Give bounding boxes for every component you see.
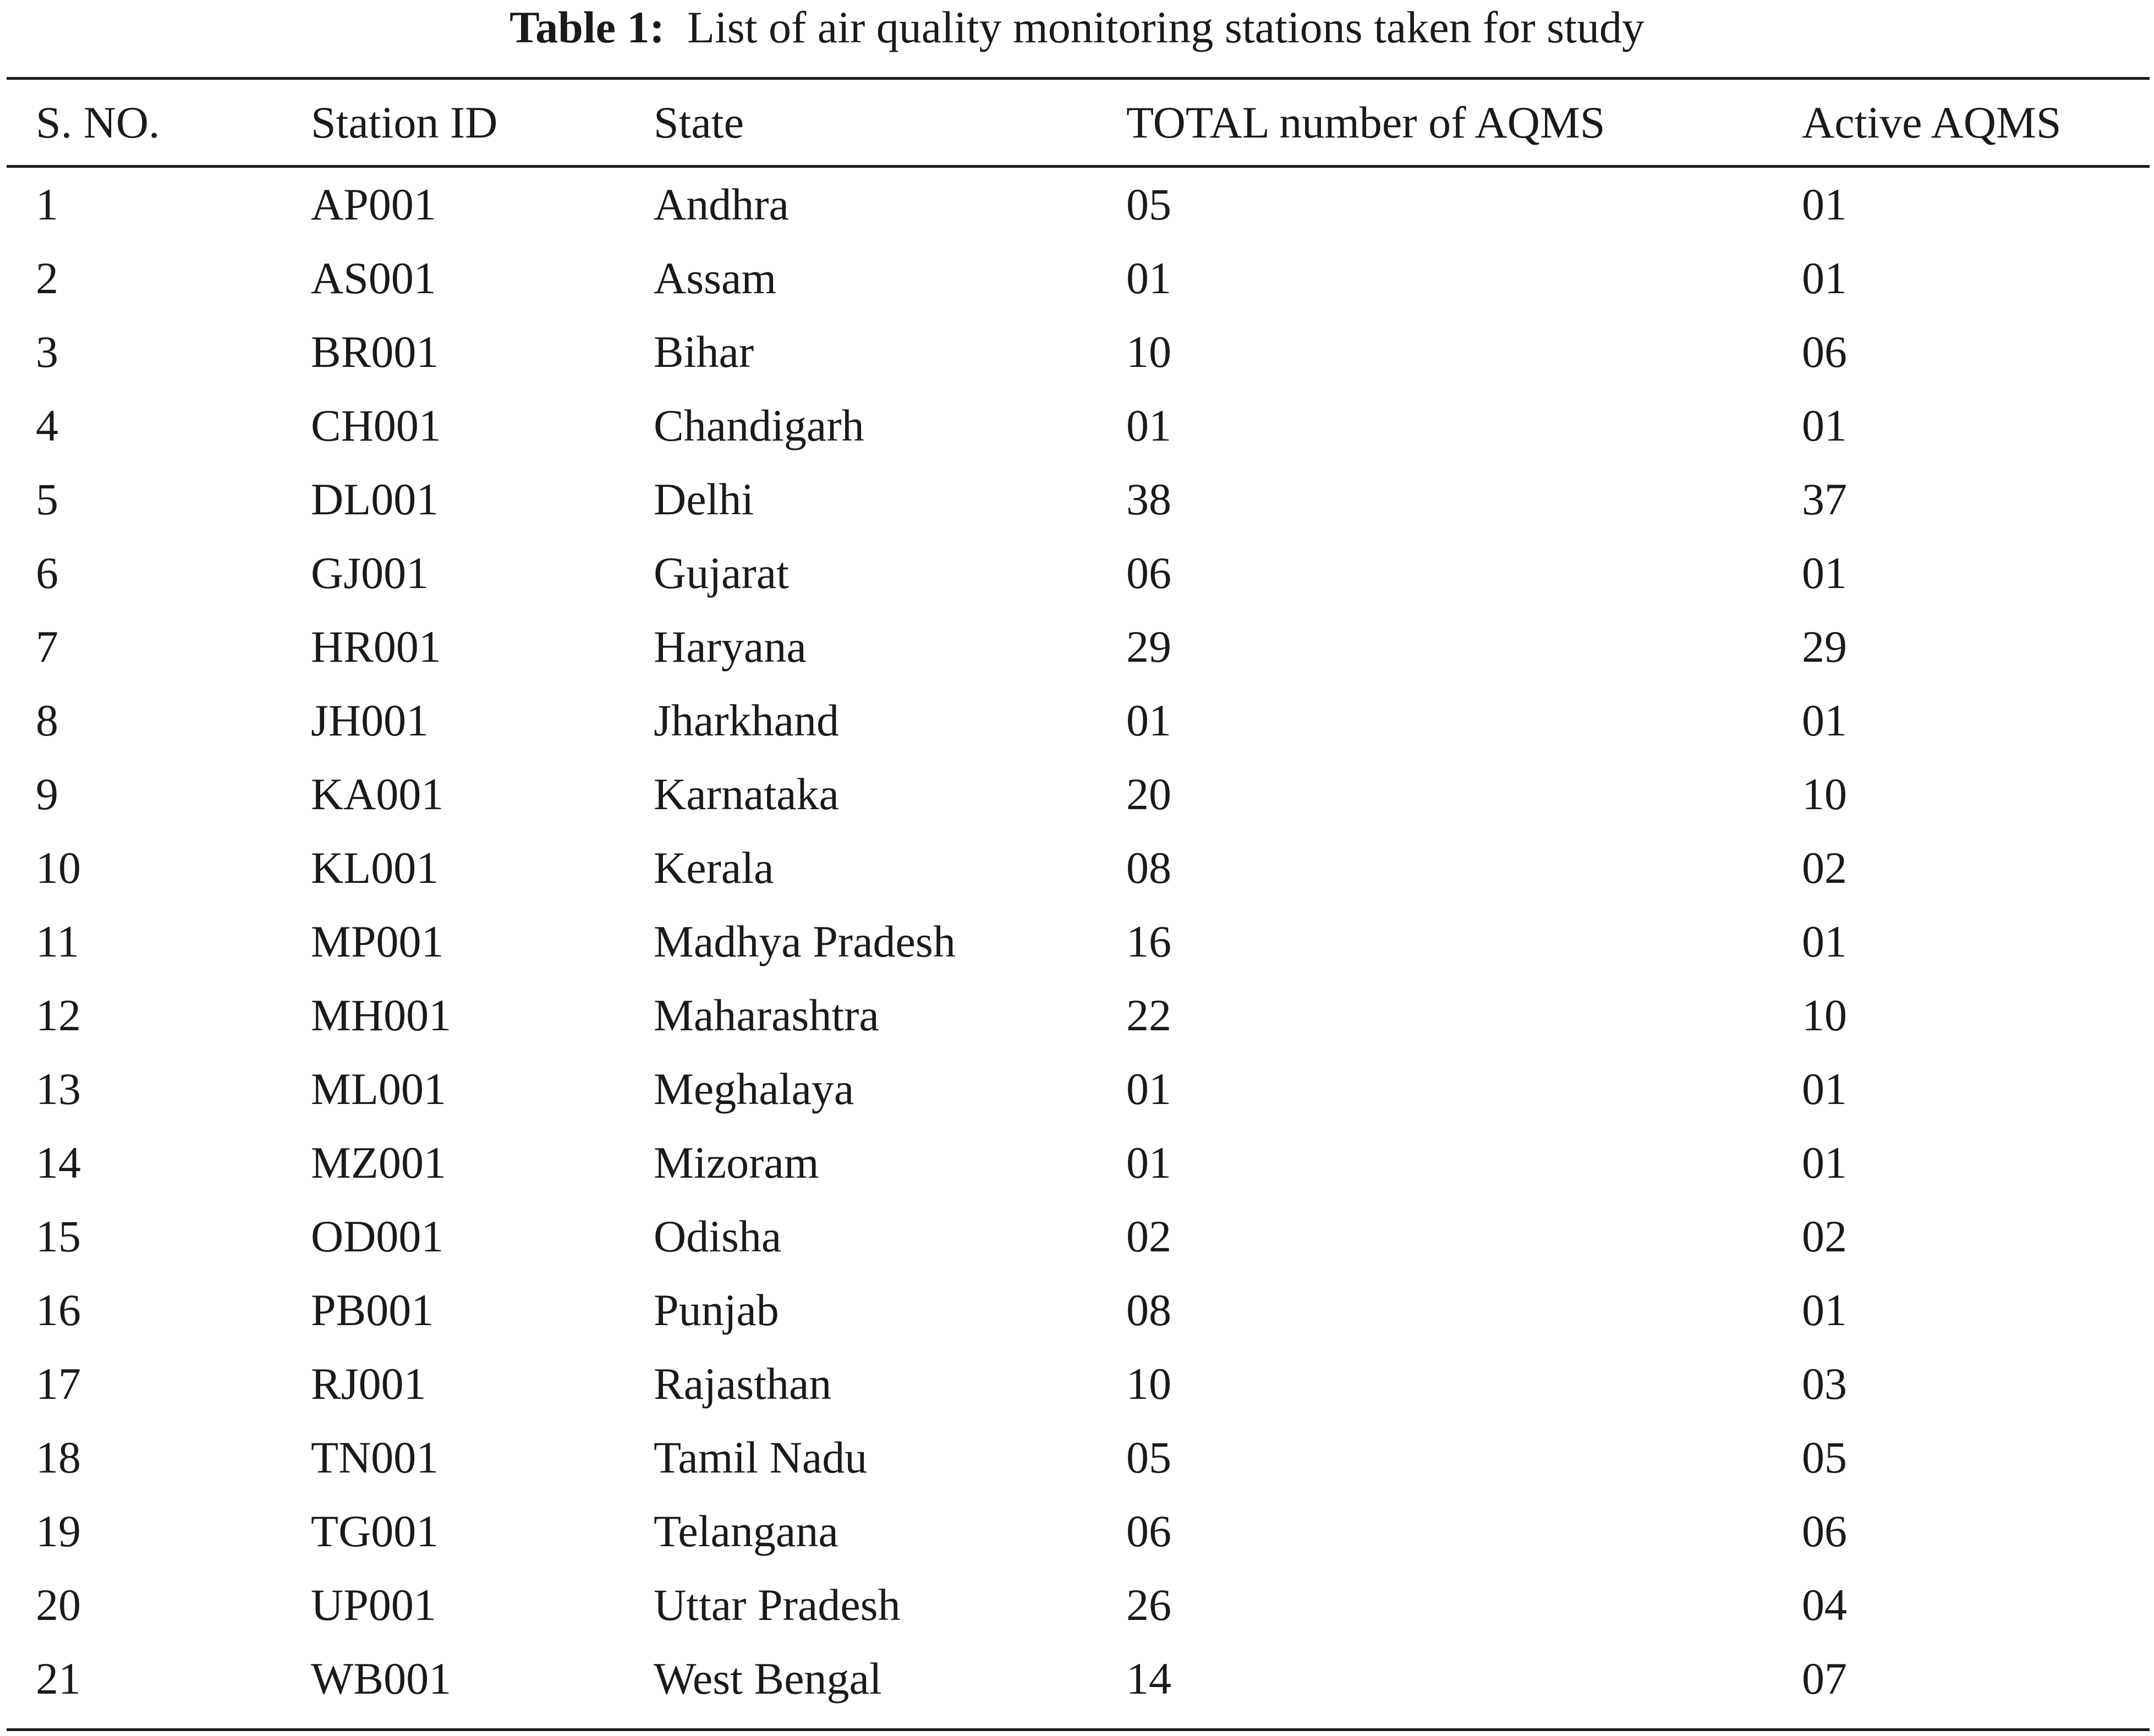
table-row bbox=[7, 610, 2150, 684]
cell-sno: 13 bbox=[36, 1064, 81, 1114]
cell-active-aqms: 29 bbox=[1802, 622, 1847, 672]
cell-state: Delhi bbox=[654, 474, 754, 524]
cell-state: Gujarat bbox=[654, 548, 789, 598]
cell-total-aqms: 01 bbox=[1126, 1138, 1171, 1188]
cell-station-id: MH001 bbox=[311, 990, 452, 1040]
cell-state: Chandigarh bbox=[654, 400, 864, 451]
cell-station-id: DL001 bbox=[311, 474, 439, 524]
cell-active-aqms: 07 bbox=[1802, 1653, 1847, 1704]
table-row bbox=[7, 389, 2150, 463]
cell-state: Karnataka bbox=[654, 769, 839, 819]
cell-station-id: AP001 bbox=[311, 179, 436, 229]
cell-state: Mizoram bbox=[654, 1138, 819, 1188]
cell-sno: 7 bbox=[36, 622, 58, 672]
cell-station-id: WB001 bbox=[311, 1653, 452, 1704]
cell-state: Bihar bbox=[654, 327, 754, 377]
cell-station-id: AS001 bbox=[311, 253, 436, 303]
table-row bbox=[7, 1273, 2150, 1347]
cell-station-id: HR001 bbox=[311, 622, 441, 672]
cell-state: Madhya Pradesh bbox=[654, 916, 956, 966]
cell-sno: 1 bbox=[36, 179, 58, 229]
cell-total-aqms: 14 bbox=[1126, 1653, 1171, 1704]
cell-state: Assam bbox=[654, 253, 777, 303]
header-row bbox=[7, 80, 2150, 165]
cell-state: Tamil Nadu bbox=[654, 1432, 868, 1482]
cell-total-aqms: 02 bbox=[1126, 1211, 1171, 1261]
cell-state: Meghalaya bbox=[654, 1064, 854, 1114]
cell-total-aqms: 08 bbox=[1126, 1285, 1171, 1335]
cell-sno: 16 bbox=[36, 1285, 81, 1335]
table-row bbox=[7, 1052, 2150, 1126]
table-row bbox=[7, 1495, 2150, 1568]
table-body bbox=[7, 168, 2150, 1716]
cell-state: Jharkhand bbox=[654, 695, 840, 745]
cell-total-aqms: 01 bbox=[1126, 1064, 1171, 1114]
cell-total-aqms: 05 bbox=[1126, 1432, 1171, 1482]
cell-total-aqms: 08 bbox=[1126, 843, 1171, 893]
cell-sno: 19 bbox=[36, 1506, 81, 1556]
cell-state: Punjab bbox=[654, 1285, 779, 1335]
cell-total-aqms: 10 bbox=[1126, 1359, 1171, 1409]
cell-state: Andhra bbox=[654, 179, 789, 229]
cell-active-aqms: 01 bbox=[1802, 1064, 1847, 1114]
cell-station-id: MZ001 bbox=[311, 1138, 446, 1188]
cell-station-id: JH001 bbox=[311, 695, 429, 745]
cell-active-aqms: 01 bbox=[1802, 695, 1847, 745]
cell-active-aqms: 01 bbox=[1802, 253, 1847, 303]
cell-active-aqms: 05 bbox=[1802, 1432, 1847, 1482]
cell-active-aqms: 06 bbox=[1802, 327, 1847, 377]
cell-active-aqms: 01 bbox=[1802, 1138, 1847, 1188]
cell-sno: 6 bbox=[36, 548, 58, 598]
cell-station-id: KA001 bbox=[311, 769, 444, 819]
cell-station-id: PB001 bbox=[311, 1285, 434, 1335]
cell-active-aqms: 02 bbox=[1802, 1211, 1847, 1261]
cell-active-aqms: 37 bbox=[1802, 474, 1847, 524]
table-row bbox=[7, 1421, 2150, 1495]
cell-total-aqms: 05 bbox=[1126, 179, 1171, 229]
cell-active-aqms: 02 bbox=[1802, 843, 1847, 893]
cell-active-aqms: 01 bbox=[1802, 916, 1847, 966]
header-station-id: Station ID bbox=[311, 97, 498, 147]
table-row bbox=[7, 1126, 2150, 1200]
table-row bbox=[7, 1568, 2150, 1642]
cell-state: Odisha bbox=[654, 1211, 782, 1261]
table-row bbox=[7, 168, 2150, 241]
cell-station-id: TN001 bbox=[311, 1432, 439, 1482]
table-row bbox=[7, 905, 2150, 979]
bottom-rule bbox=[7, 1728, 2150, 1731]
cell-station-id: ML001 bbox=[311, 1064, 446, 1114]
cell-total-aqms: 20 bbox=[1126, 769, 1171, 819]
cell-sno: 20 bbox=[36, 1580, 81, 1630]
cell-station-id: KL001 bbox=[311, 843, 439, 893]
cell-station-id: BR001 bbox=[311, 327, 439, 377]
cell-total-aqms: 22 bbox=[1126, 990, 1171, 1040]
cell-state: Rajasthan bbox=[654, 1359, 832, 1409]
cell-active-aqms: 10 bbox=[1802, 990, 1847, 1040]
table-header bbox=[7, 80, 2150, 165]
cell-sno: 17 bbox=[36, 1359, 81, 1409]
cell-state: Uttar Pradesh bbox=[654, 1580, 901, 1630]
cell-active-aqms: 10 bbox=[1802, 769, 1847, 819]
cell-state: West Bengal bbox=[654, 1653, 882, 1704]
caption-label: Table 1: bbox=[509, 2, 665, 52]
table-row bbox=[7, 1642, 2150, 1716]
cell-state: Haryana bbox=[654, 622, 807, 672]
table-row bbox=[7, 1347, 2150, 1421]
cell-total-aqms: 16 bbox=[1126, 916, 1171, 966]
cell-active-aqms: 06 bbox=[1802, 1506, 1847, 1556]
cell-sno: 9 bbox=[36, 769, 58, 819]
cell-sno: 11 bbox=[36, 916, 79, 966]
header-sno: S. NO. bbox=[36, 97, 160, 147]
cell-sno: 8 bbox=[36, 695, 58, 745]
cell-station-id: MP001 bbox=[311, 916, 444, 966]
caption-text: List of air quality monitoring stations taken for study bbox=[687, 2, 1645, 52]
table-row bbox=[7, 241, 2150, 315]
cell-active-aqms: 01 bbox=[1802, 548, 1847, 598]
header-state: State bbox=[654, 97, 744, 147]
cell-station-id: GJ001 bbox=[311, 548, 429, 598]
cell-sno: 4 bbox=[36, 400, 58, 451]
cell-sno: 2 bbox=[36, 253, 58, 303]
cell-station-id: OD001 bbox=[311, 1211, 444, 1261]
cell-total-aqms: 29 bbox=[1126, 622, 1171, 672]
table-row bbox=[7, 831, 2150, 905]
cell-sno: 14 bbox=[36, 1138, 81, 1188]
cell-sno: 15 bbox=[36, 1211, 81, 1261]
cell-total-aqms: 10 bbox=[1126, 327, 1171, 377]
cell-total-aqms: 01 bbox=[1126, 400, 1171, 451]
cell-sno: 10 bbox=[36, 843, 81, 893]
table-row bbox=[7, 536, 2150, 610]
table-row bbox=[7, 1200, 2150, 1273]
cell-total-aqms: 06 bbox=[1126, 1506, 1171, 1556]
cell-total-aqms: 06 bbox=[1126, 548, 1171, 598]
cell-total-aqms: 01 bbox=[1126, 253, 1171, 303]
cell-state: Maharashtra bbox=[654, 990, 879, 1040]
cell-sno: 12 bbox=[36, 990, 81, 1040]
cell-sno: 18 bbox=[36, 1432, 81, 1482]
cell-active-aqms: 03 bbox=[1802, 1359, 1847, 1409]
cell-state: Kerala bbox=[654, 843, 774, 893]
cell-sno: 5 bbox=[36, 474, 58, 524]
cell-total-aqms: 26 bbox=[1126, 1580, 1171, 1630]
cell-total-aqms: 38 bbox=[1126, 474, 1171, 524]
cell-station-id: CH001 bbox=[311, 400, 441, 451]
cell-active-aqms: 01 bbox=[1802, 1285, 1847, 1335]
table-row bbox=[7, 684, 2150, 757]
cell-sno: 21 bbox=[36, 1653, 81, 1704]
cell-station-id: UP001 bbox=[311, 1580, 436, 1630]
cell-active-aqms: 01 bbox=[1802, 400, 1847, 451]
cell-sno: 3 bbox=[36, 327, 58, 377]
table-row bbox=[7, 315, 2150, 389]
table-row bbox=[7, 463, 2150, 536]
header-total-aqms: TOTAL number of AQMS bbox=[1126, 97, 1605, 147]
header-active-aqms: Active AQMS bbox=[1802, 97, 2062, 147]
cell-total-aqms: 01 bbox=[1126, 695, 1171, 745]
cell-station-id: RJ001 bbox=[311, 1359, 426, 1409]
cell-active-aqms: 04 bbox=[1802, 1580, 1847, 1630]
cell-active-aqms: 01 bbox=[1802, 179, 1847, 229]
table-caption bbox=[0, 0, 2154, 55]
table-row bbox=[7, 979, 2150, 1052]
cell-state: Telangana bbox=[654, 1506, 838, 1556]
table-row bbox=[7, 757, 2150, 831]
cell-station-id: TG001 bbox=[311, 1506, 439, 1556]
